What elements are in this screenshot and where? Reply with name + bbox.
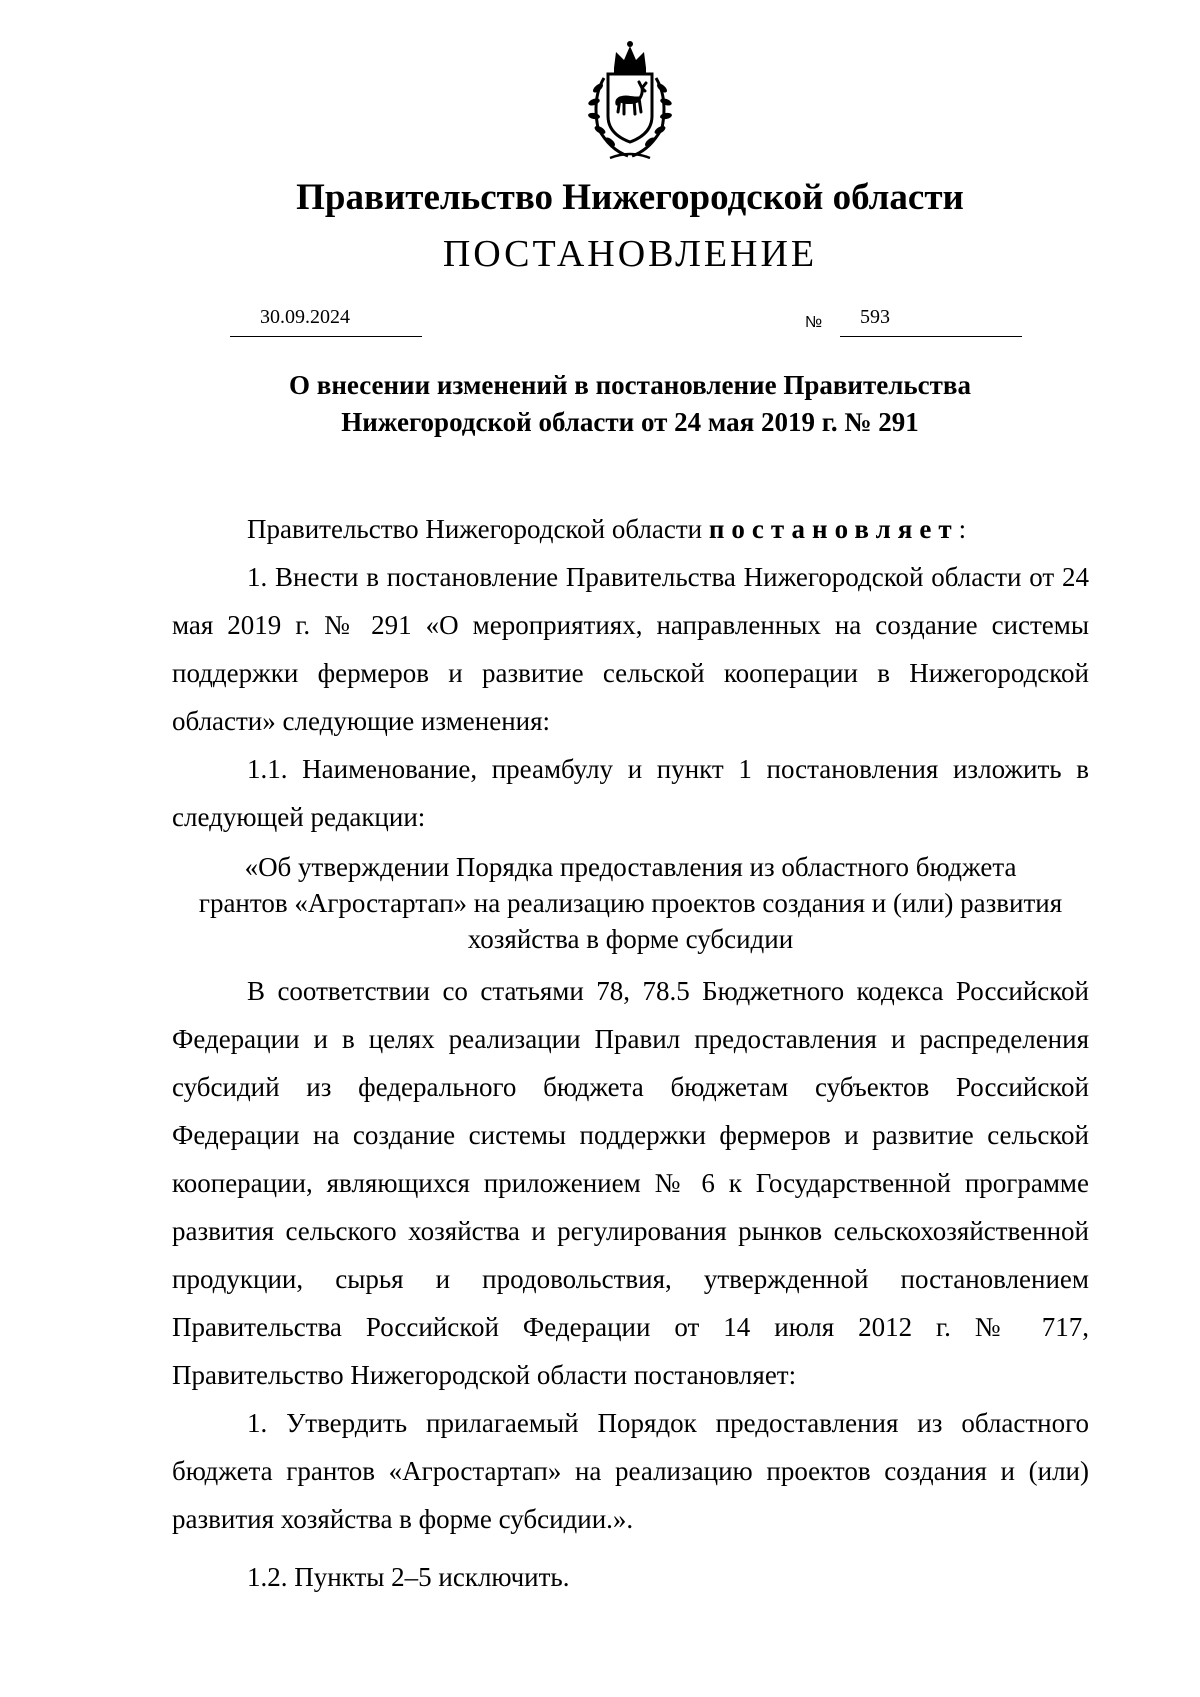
quoted-title-line-3: хозяйства в форме субсидии [467,924,794,954]
document-title [200,367,1060,441]
intro-prefix: Правительство Нижегородской области [247,514,703,544]
document-type: ПОСТАНОВЛЕНИЕ [442,233,818,275]
paragraph-1-1: 1.1. Наименование, преамбулу и пункт 1 постановления изложить в следующей редакции: [172,754,1089,832]
number-sign: № [805,314,823,331]
organization-name: Правительство Нижегородской области [296,177,964,218]
document-number: 593 [860,306,890,328]
paragraph-1: 1. Внести в постановление Правительства Нижегородской области от 24 мая 2019 г. № 291 «О мероприятиях, направленных на создание системы поддержки фермеров и развитие сельской кооперации в Нижегородской области» следующие изменения: [172,562,1089,736]
paragraph-1-2: 1.2. Пункты 2–5 исключить. [247,1562,570,1592]
quoted-title-line-1: «Об утверждении Порядка предоставления из областного бюджета [244,852,1017,882]
date-field [230,306,422,337]
document-body [172,505,1089,1601]
point-1-paragraph: 1. Утвердить прилагаемый Порядок предоставления из областного бюджета грантов «Агростартап» на реализацию проектов создания и (или) развития хозяйства в форме субсидии.». [172,1408,1089,1534]
nizhny-novgorod-coat-of-arms-icon [570,38,690,168]
preamble-paragraph: В соответствии со статьями 78, 78.5 Бюджетного кодекса Российской Федерации и в целях реализации Правил предоставления и распределения субсидий из федерального бюджета бюджетам субъектов Российской Федерации на создание системы поддержки фермеров и развитие сельской кооперации, являющихся приложением № 6 к Государственной программе развития сельского хозяйства и регулирования рынков сельскохозяйственной продукции, сырья и продовольствия, утвержденной постановлением Правительства Российской Федерации от 14 июля 2012 г. № 717, Правительство Нижегородской области постановляет: [172,976,1089,1390]
document-date: 30.09.2024 [260,306,350,328]
intro-paragraph [172,505,1089,553]
quoted-title [172,849,1089,957]
number-field [840,306,1022,337]
title-line-1: О внесении изменений в постановление Правительства [289,370,971,400]
quoted-title-line-2: грантов «Агростартап» на реализацию проектов создания и (или) развития [198,888,1063,918]
title-line-2: Нижегородской области от 24 мая 2019 г. № 291 [341,407,919,437]
intro-verb: постановляет [708,514,959,544]
intro-suffix: : [958,514,967,544]
